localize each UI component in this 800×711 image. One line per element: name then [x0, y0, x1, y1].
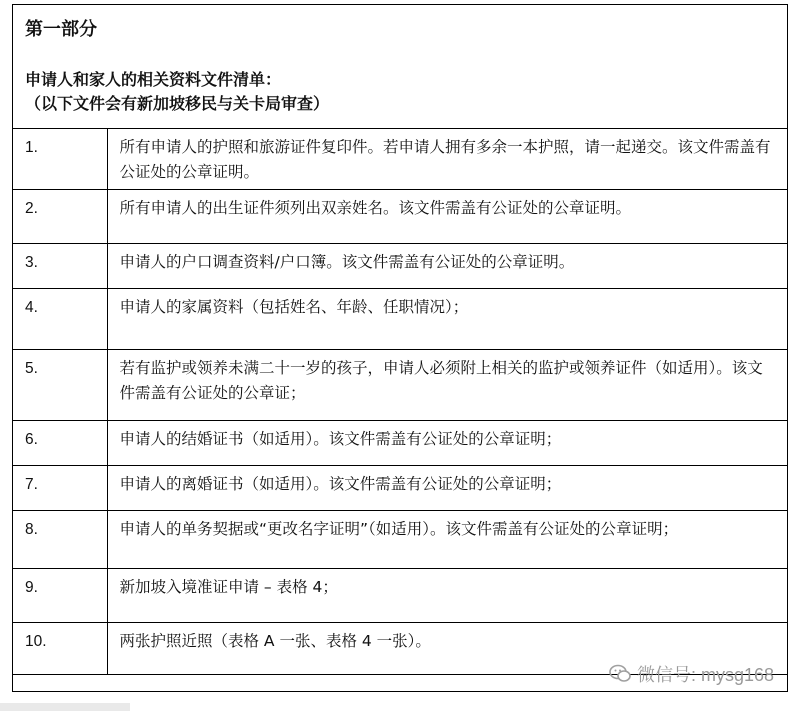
row-number: 8. — [13, 511, 107, 569]
table-row — [13, 350, 787, 421]
list-subheading: （以下文件会有新加坡移民与关卡局审查） — [25, 94, 330, 113]
table-row — [13, 190, 787, 244]
wechat-icon — [609, 664, 631, 684]
row-text: 申请人的家属资料（包括姓名、年龄、任职情况）； — [107, 289, 787, 350]
row-number: 3. — [13, 244, 107, 289]
table-row — [13, 421, 787, 466]
row-text: 申请人的单务契据或“更改名字证明”（如适用）。该文件需盖有公证处的公章证明； — [107, 511, 787, 569]
row-text: 若有监护或领养未满二十一岁的孩子，申请人必须附上相关的监护或领养证件（如适用）。该文件需盖有公证处的公章证； — [107, 350, 787, 421]
table-row — [13, 244, 787, 289]
row-text: 申请人的离婚证书（如适用）。该文件需盖有公证处的公章证明； — [107, 466, 787, 511]
row-text: 申请人的户口调查资料/户口簿。该文件需盖有公证处的公章证明。 — [107, 244, 787, 289]
table-row — [13, 511, 787, 569]
row-number: 2. — [13, 190, 107, 244]
document-list-table — [13, 129, 787, 675]
document-frame — [12, 4, 788, 692]
row-text: 两张护照近照（表格 A 一张、表格 4 一张）。 — [107, 623, 787, 675]
row-text: 申请人的结婚证书（如适用）。该文件需盖有公证处的公章证明； — [107, 421, 787, 466]
row-text: 新加坡入境准证申请 – 表格 4； — [107, 569, 787, 623]
row-text: 所有申请人的出生证件须列出双亲姓名。该文件需盖有公证处的公章证明。 — [107, 190, 787, 244]
table-row — [13, 569, 787, 623]
bottom-strip — [0, 703, 130, 711]
row-number: 7. — [13, 466, 107, 511]
row-number: 9. — [13, 569, 107, 623]
table-row — [13, 289, 787, 350]
row-number: 6. — [13, 421, 107, 466]
row-number: 10. — [13, 623, 107, 675]
document-header — [13, 5, 787, 129]
table-row — [13, 466, 787, 511]
list-heading: 申请人和家人的相关资料文件清单： — [25, 70, 282, 89]
row-number: 5. — [13, 350, 107, 421]
part-title: 第一部分 — [25, 19, 97, 40]
row-number: 1. — [13, 129, 107, 190]
watermark-text: 微信号: mysg168 — [636, 665, 774, 685]
wechat-watermark — [609, 661, 774, 687]
row-number: 4. — [13, 289, 107, 350]
row-text: 所有申请人的护照和旅游证件复印件。若申请人拥有多余一本护照，请一起递交。该文件需盖有公证处的公章证明。 — [107, 129, 787, 190]
table-row — [13, 129, 787, 190]
